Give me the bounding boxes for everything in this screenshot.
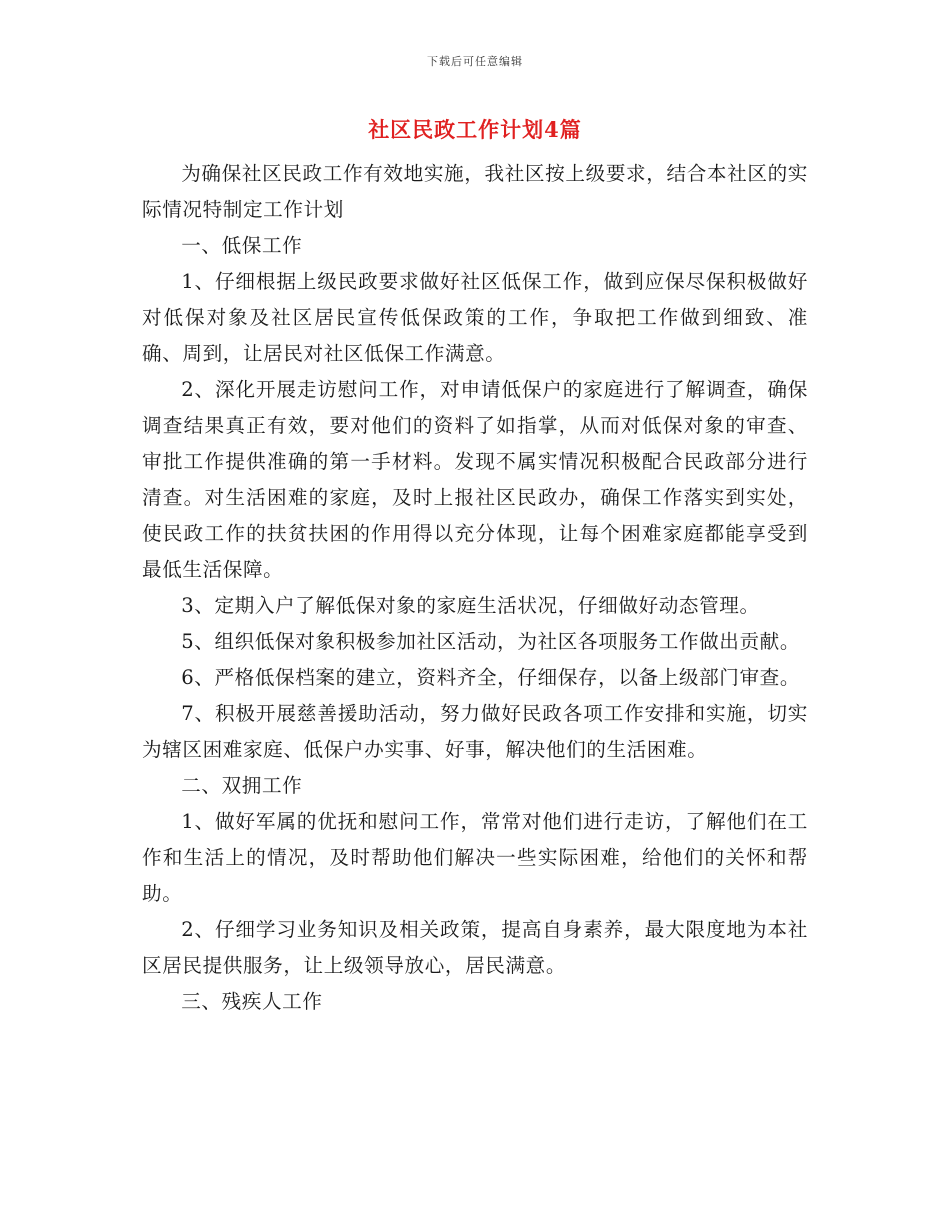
paragraph-low-income-3: 3、定期入户了解低保对象的家庭生活状况，仔细做好动态管理。 — [181, 594, 760, 617]
document-body — [142, 156, 808, 1020]
paragraph-low-income-7: 7、积极开展慈善援助活动，努力做好民政各项工作安排和实施，切实为辖区困难家庭、低保户办实事、好事，解决他们的生活困难。 — [142, 702, 808, 761]
paragraph-military-1: 1、做好军属的优抚和慰问工作，常常对他们进行走访，了解他们在工作和生活上的情况，及时帮助他们解决一些实际困难，给他们的关怀和帮助。 — [142, 810, 808, 905]
document-title: 社区民政工作计划4篇 — [368, 117, 582, 142]
header-note: 下载后可任意编辑 — [427, 55, 523, 68]
paragraph-low-income-1: 1、仔细根据上级民政要求做好社区低保工作，做到应保尽保积极做好对低保对象及社区居民宣传低保政策的工作，争取把工作做到细致、准确、周到，让居民对社区低保工作满意。 — [142, 270, 808, 365]
paragraph-low-income-2: 2、深化开展走访慰问工作，对申请低保户的家庭进行了解调查，确保调查结果真正有效，要对他们的资料了如指掌，从而对低保对象的审查、审批工作提供准确的第一手材料。发现不属实情况积极配合民政部分进行清查。对生活困难的家庭，及时上报社区民政办，确保工作落实到实处，使民政工作的扶贫扶困的作用得以充分体现，让每个困难家庭都能享受到最低生活保障。 — [142, 378, 808, 581]
section-heading-disability: 三、残疾人工作 — [181, 990, 323, 1013]
paragraph-intro: 为确保社区民政工作有效地实施，我社区按上级要求，结合本社区的实际情况特制定工作计划 — [142, 162, 808, 221]
paragraph-military-2: 2、仔细学习业务知识及相关政策，提高自身素养，最大限度地为本社区居民提供服务，让上级领导放心，居民满意。 — [142, 918, 808, 977]
section-heading-military-support: 二、双拥工作 — [181, 774, 303, 797]
paragraph-low-income-6: 6、严格低保档案的建立，资料齐全，仔细保存，以备上级部门审查。 — [181, 666, 801, 689]
section-heading-low-income: 一、低保工作 — [181, 234, 303, 257]
paragraph-low-income-5: 5、组织低保对象积极参加社区活动，为社区各项服务工作做出贡献。 — [181, 630, 801, 653]
